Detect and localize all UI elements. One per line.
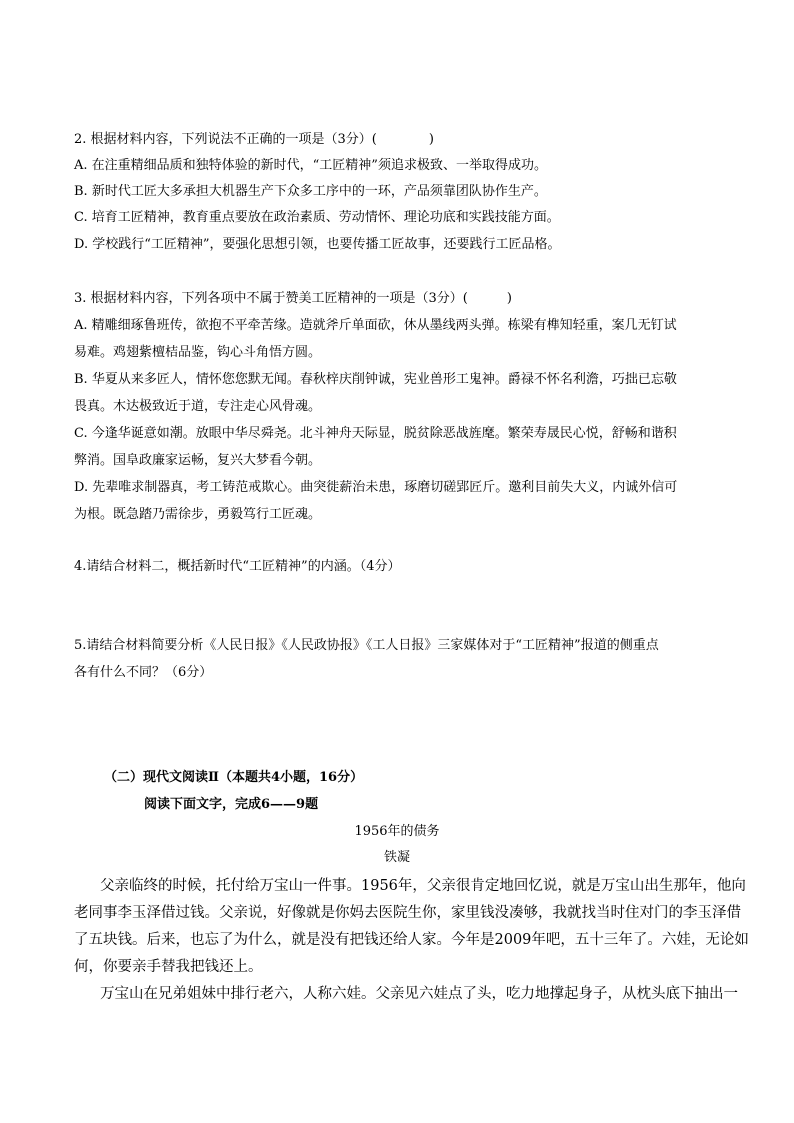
question-2-option-d: D. 学校践行“工匠精神”，要强化思想引领，也要传播工匠故事，还要践行工匠品格。 — [74, 237, 561, 252]
question-5-line-1: 5.请结合材料简要分析《人民日报》《人民政协报》《工人日报》三家媒体对于“工匠精神”报道的侧重点 — [74, 638, 659, 653]
article-paragraph-2-line-1: 万宝山在兄弟姐妹中排行老六，人称六娃。父亲见六娃点了头，吃力地撑起身子，从枕头底下抽出一 — [100, 986, 738, 1002]
question-3-option-c-line-1: C. 今逢华诞意如潮。放眼中华尽舜尧。北斗神舟天际显，脱贫除恶战旌麾。繁荣寿晟民心悦，舒畅和谐积 — [74, 426, 677, 441]
question-3-option-c-line-2: 弊消。国阜政廉家运畅，复兴大梦看今朝。 — [74, 453, 322, 468]
article-paragraph-1-line-2: 老同事李玉泽借过钱。父亲说，好像就是你妈去医院生你，家里钱没凑够，我就找当时住对门的李玉泽借 — [74, 905, 741, 921]
question-4: 4.请结合材料二，概括新时代“工匠精神”的内涵。（4分） — [74, 559, 401, 574]
article-title: 1956年的债务 — [354, 824, 440, 839]
question-5-line-2: 各有什么不同？（6分） — [74, 665, 213, 680]
article-paragraph-1-line-1: 父亲临终的时候，托付给万宝山一件事。1956年，父亲很肯定地回忆说，就是万宝山出生那年，他向 — [100, 878, 746, 894]
question-2-option-c: C. 培育工匠精神，教育重点要放在政治素质、劳动情怀、理论功底和实践技能方面。 — [74, 210, 560, 225]
question-3-stem: 3. 根据材料内容，下列各项中不属于赞美工匠精神的一项是（3分）( ) — [74, 291, 512, 306]
question-2-option-a: A. 在注重精细品质和独特体验的新时代，“工匠精神”须追求极致、一举取得成功。 — [74, 158, 547, 173]
question-3-option-b-line-2: 畏真。木达极致近于道，专注走心风骨魂。 — [74, 399, 322, 414]
article-paragraph-1-line-3: 了五块钱。后来，也忘了为什么，就是没有把钱还给人家。今年是2009年吧，五十三年了。六娃，无论如 — [74, 932, 749, 948]
question-3-option-b-line-1: B. 华夏从来多匠人，情怀您您默无闻。春秋梓庆削钟诚，宪业兽形工鬼神。爵禄不怀名利澹，巧拙已忘敬 — [74, 372, 677, 387]
question-3-option-a-line-2: 易难。鸡翅紫檀桔品鉴，钩心斗角悟方圆。 — [74, 345, 322, 360]
question-3-option-d-line-2: 为根。既急踏乃需徐步，勇毅笃行工匠魂。 — [74, 507, 322, 522]
question-3-option-d-line-1: D. 先辈唯求制器真，考工铸范戒欺心。曲突徙薪治未患，琢磨切磋郢匠斤。邀利目前失大义，内诚外信可 — [74, 480, 678, 495]
question-2-option-b: B. 新时代工匠大多承担大机器生产下众多工序中的一环，产品须靠团队协作生产。 — [74, 184, 547, 199]
article-author: 铁凝 — [383, 850, 410, 865]
section-instruction: 阅读下面文字，完成6——9题 — [144, 797, 319, 812]
question-3-option-a-line-1: A. 精雕细琢鲁班传，欲抱不平牵苦缘。造就斧斤单面砍，休从墨线两头弹。栋梁有榫知轻重，案几无钉试 — [74, 318, 677, 333]
question-2-stem: 2. 根据材料内容，下列说法不正确的一项是（3分）( ) — [74, 132, 434, 147]
article-paragraph-1-line-4: 何，你要亲手替我把钱还上。 — [74, 959, 263, 975]
section-heading: （二）现代文阅读Ⅱ（本题共4小题，16分） — [104, 770, 364, 785]
